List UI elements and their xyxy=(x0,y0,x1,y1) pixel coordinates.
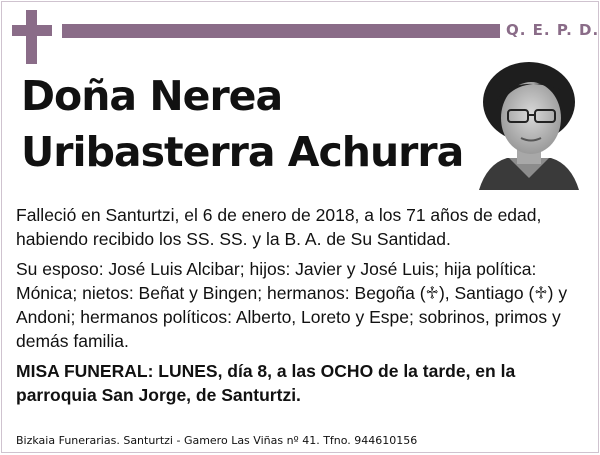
funeral-home-footer: Bizkaia Funerarias. Santurtzi - Gamero Las Viñas nº 41. Tfno. 944610156 xyxy=(16,434,418,447)
death-paragraph: Falleció en Santurtzi, el 6 de enero de 2018, a los 71 años de edad, habiendo recibido los SS. SS. y la B. A. de Su Santidad. xyxy=(16,205,542,249)
name-line-1: Doña Nerea xyxy=(21,72,283,120)
latin-cross-icon xyxy=(12,10,52,64)
notice-body xyxy=(16,203,592,413)
header-rule xyxy=(62,24,500,38)
deceased-name xyxy=(21,68,471,180)
deceased-portrait xyxy=(475,60,583,190)
funeral-mass-paragraph: MISA FUNERAL: LUNES, día 8, a las OCHO de la tarde, en la parroquia San Jorge, de Santurtzi. xyxy=(16,361,516,405)
family-paragraph: Su esposo: José Luis Alcibar; hijos: Javier y José Luis; hija política: Mónica; nietos: Beñat y Bingen; hermanos: Begoña (♱), Santiago (♱) y Andoni; hermanos políticos: Alberto, Loreto y Espe; sobrinos, primos y demás familia. xyxy=(16,259,568,351)
name-line-2: Uribasterra Achurra xyxy=(21,128,464,176)
qepd-label: Q. E. P. D. xyxy=(506,21,600,39)
obituary-card xyxy=(1,1,599,453)
